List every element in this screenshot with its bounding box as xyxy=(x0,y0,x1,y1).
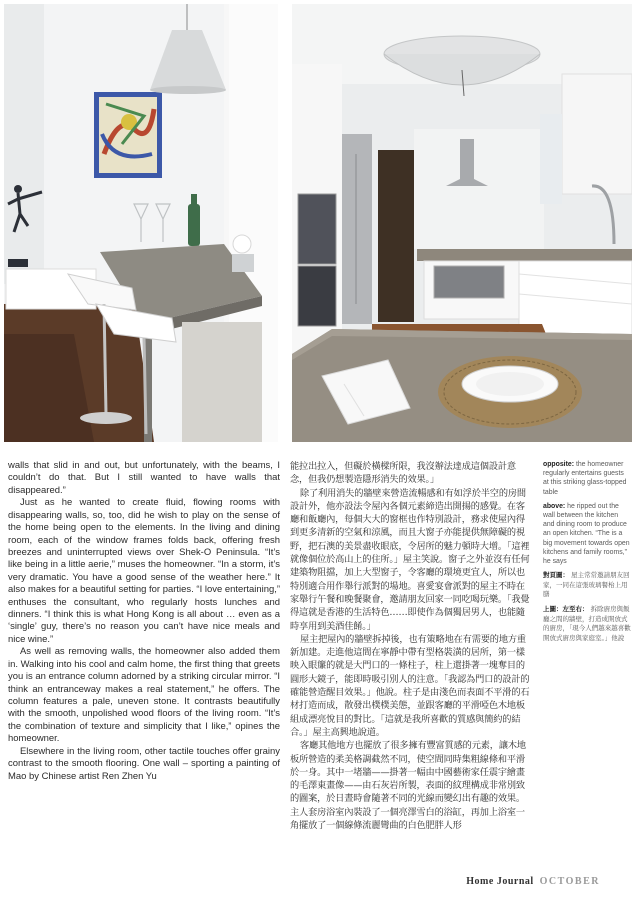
living-room-illustration xyxy=(4,4,278,442)
chinese-paragraph: 客廳其他地方也擺放了很多擁有豐富質感的元素，讓木地板所營造的柔美格調截然不同，使空間同時集粗線條和平滑於一身。其中一堵牆——掛著一幅由中國藝術家任震宇繪畫的毛澤東畫像——由石灰岩所製，表面的紋理構成非常別致的圖案，於日晝時會隨著不同的光線而變幻出有趣的效果。主人套房浴室內裝設了一個亮澤雪白的浴缸，再加上浴室一角擺放了一個線條流麗彎曲的白色肥胖人形 xyxy=(290,740,526,832)
caption-above xyxy=(543,502,631,566)
living-room-photo xyxy=(4,4,278,442)
caption-above-text: he ripped out the wall between the kitchen and dining room to produce an open kitchen. “The is a big movement towards open kitchens and family rooms,” he says xyxy=(543,502,630,566)
caption-zh-opposite xyxy=(543,571,631,600)
english-paragraph: As well as removing walls, the homeowner also added them in. Walking into his cool and calm home, the first thing that greets you is an entrance column adorned by a striking circular mirror. “I think an entranceway makes a real statement,” he offers. The column features a pale, uneven stone. It contrasts beautifully with the smooth, unpolished wood floors of the living room. “It’s the combination of texture and simplicity that I like,” opines the homeowner. xyxy=(8,646,280,745)
caption-above-label: above: xyxy=(543,502,566,510)
kitchen-photo xyxy=(292,4,632,442)
caption-zh-opposite-label: 對頁圖： xyxy=(543,571,569,580)
page-footer xyxy=(466,876,600,887)
caption-opposite-text: the homeowner regularly entertains guests at this striking glass-topped table xyxy=(543,461,627,496)
mao-painting xyxy=(94,92,162,178)
issue-month: OCTOBER xyxy=(539,876,600,887)
caption-zh-above-text: 拆除廚房與飯廳之間的牆壁，打造成開放式的廚房，「現今人們越來越喜歡開放式廚房與家庭室。」他說 xyxy=(543,605,631,642)
caption-zh-above xyxy=(543,605,631,643)
chinese-paragraph: 除了利用消失的牆壁來營造流暢感和有如浮於半空的房間設計外，他亦設法令屋內各個元素締造出開揚的感覺。在客廳和飯廳內，每個大大的窗框也作特別設計，務求使屋內得到更多清新的空氣和涼風，而且大窗子亦能提供無障礙的視野，把石澳的美景盡收眼底，令居所的魅力頓時大增。「這裡就像個位於高山上的住所。」屋主笑說。窗子之外並沒有任何建築物阻擋，加上大型窗子，令客廳的環境更宜人，所以也特別適合用作舉行派對的場地。喜愛宴會派對的屋主不時在家舉行午餐和晚餐聚會，邀請朋友回家一同吃喝玩樂。「我覺得這就是香港的生活特色……即使作為個獨居男人，也能隨時享用到美酒佳餚。」 xyxy=(290,487,530,632)
caption-zh-opposite-text: 屋主常常邀請朋友回家，一同在這張玻璃餐枱上用膳 xyxy=(543,571,630,599)
english-paragraph: walls that slid in and out, but unfortunately, with the beams, I couldn’t do that. But I still wanted to have walls that disappeared.” xyxy=(8,460,280,496)
chinese-paragraph: 能拉出拉入，但礙於橫樑所限，我沒辦法達成這個設計意念，但我仍想製造隱形消失的效果。」 xyxy=(290,461,516,486)
caption-opposite-label: opposite: xyxy=(543,461,575,468)
photo-captions xyxy=(543,460,631,648)
article-chinese-column xyxy=(290,460,533,832)
english-paragraph: Just as he wanted to create fluid, flowing rooms with disappearing walls, so, too, did he wish to play on the sense of the home being open to the elements. In the living and dining room, each of the window frames folds back, offering fresh breezes and uninterrupted views over Shek-O Peninsula. “It’s like being in a little aerie,” muses the homeowner. “In a storm, it’s very dramatic. You have a good sense of the weather here.” It also makes for a beautiful setting for parties. “I love entertaining,” enthuses the consultant, who regularly hosts lunches and dinners. “I think this is what Hong Kong is all about … even as a ‘single’ guy, there’s no reason you can’t have nice meals and nice wine.” xyxy=(8,497,280,645)
english-paragraph: Elsewhere in the living room, other tactile touches offer grainy contrast to the smooth flooring. One wall – sporting a painting of Mao by Chinese artist Ren Zhen Yu xyxy=(8,745,280,782)
magazine-name: Home Journal xyxy=(466,876,534,887)
chinese-paragraph: 屋主把屋內的牆壁拆掉後，也有策略地在有需要的地方重新加建。走進他這間在寧靜中帶有型格裝潢的居所，第一樣映入眼簾的就是大門口的一條柱子，柱上還掛著一塊奪目的圓形大鏡子，能即時吸引別人的注意。「我認為門口的設計的確能營造醒目效果。」他說。柱子是由淺色而表面不平滑的石材打造而成，散發出樸樸美態，並跟客廳的平滑啞色木地板組成漂亮悅目的對比。「這就是我所喜歡的質感與簡約的結合。」屋主高興地說道。 xyxy=(290,633,530,738)
caption-zh-above-label: 上圖：左至右： xyxy=(543,605,589,614)
caption-opposite xyxy=(543,460,631,497)
article-english-column xyxy=(8,460,280,783)
kitchen-illustration xyxy=(292,4,632,442)
